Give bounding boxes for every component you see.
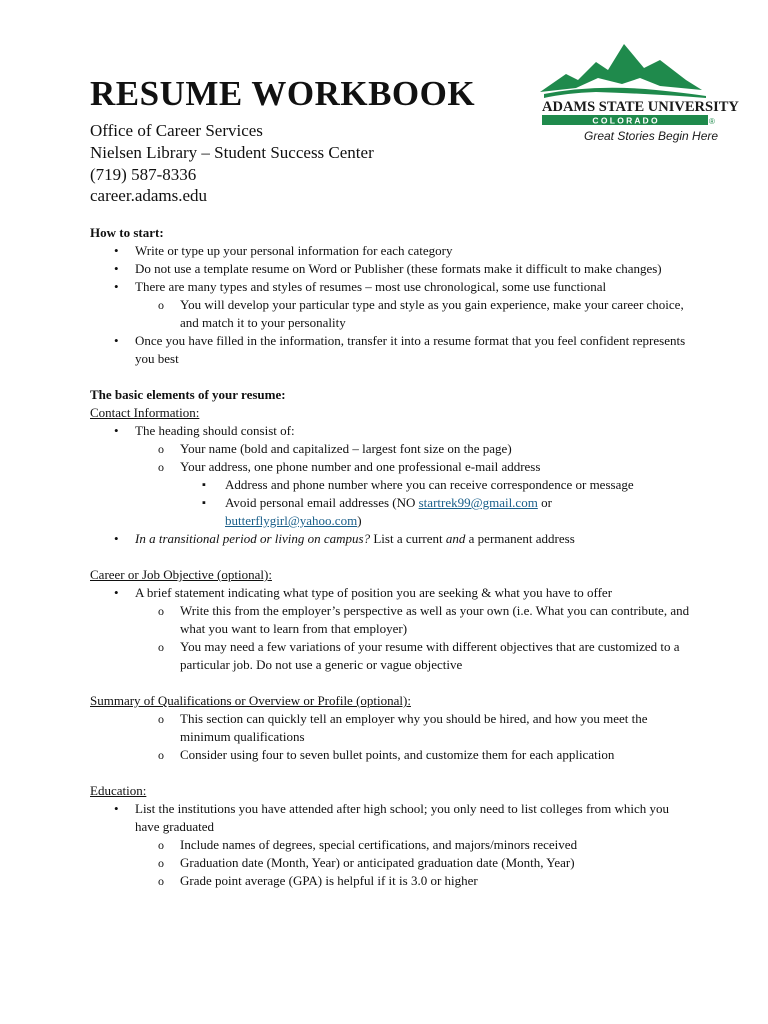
and-emphasis: and bbox=[445, 531, 466, 546]
how-to-start-list bbox=[90, 242, 690, 368]
office-contact-block bbox=[90, 120, 374, 207]
logo-registered-mark: ® bbox=[709, 117, 715, 126]
list-subsubitem bbox=[90, 494, 690, 530]
summary-list bbox=[90, 710, 690, 764]
avoid-email-text: Avoid personal email addresses (NO bbox=[225, 495, 419, 510]
basic-elements-heading: The basic elements of your resume: bbox=[90, 387, 286, 402]
document-body bbox=[90, 224, 690, 890]
logo-tagline: Great Stories Begin Here bbox=[584, 129, 719, 143]
list-item: • List the institutions you have attended after high school; you only need to list colleges from which you have graduated bbox=[90, 800, 690, 836]
list-item bbox=[90, 530, 690, 548]
logo-university-name: ADAMS STATE UNIVERSITY bbox=[542, 99, 739, 115]
office-location: Nielsen Library – Student Success Center bbox=[90, 142, 374, 162]
permanent-address-text: a permanent address bbox=[465, 531, 575, 546]
summary-label: Summary of Qualifications or Overview or Profile (optional): bbox=[90, 693, 411, 708]
list-item: • Write or type up your personal information for each category bbox=[90, 242, 690, 260]
contact-info-list bbox=[90, 422, 690, 548]
example-email-link-startrek[interactable]: startrek99@gmail.com bbox=[418, 495, 538, 510]
transitional-question: In a transitional period or living on campus? bbox=[135, 531, 371, 546]
objective-list bbox=[90, 584, 690, 674]
list-item: • There are many types and styles of resumes – most use chronological, some use functional bbox=[90, 278, 690, 296]
list-subitem: o Grade point average (GPA) is helpful if it is 3.0 or higher bbox=[90, 872, 690, 890]
list-subitem: o Your address, one phone number and one professional e-mail address bbox=[90, 458, 690, 476]
education-label: Education: bbox=[90, 783, 147, 798]
education-list bbox=[90, 800, 690, 890]
office-website: career.adams.edu bbox=[90, 186, 208, 206]
university-logo bbox=[536, 40, 739, 150]
list-subitem: o This section can quickly tell an employer why you should be hired, and how you meet the minimum qualifications bbox=[90, 710, 690, 746]
logo-state: C O L O R A D O bbox=[592, 115, 658, 126]
office-phone: (719) 587-8336 bbox=[90, 164, 197, 184]
list-subitem: o Write this from the employer’s perspective as well as your own (i.e. What you can contribute, and what you want to learn from that employer) bbox=[90, 602, 690, 638]
mountain-logo-icon bbox=[536, 40, 739, 150]
page-title: RESUME WORKBOOK bbox=[90, 74, 476, 113]
list-item: • Do not use a template resume on Word or Publisher (these formats make it difficult to make changes) bbox=[90, 260, 690, 278]
list-subitem: o You may need a few variations of your resume with different objectives that are customized to a particular job. Do not use a generic or vague objective bbox=[90, 638, 690, 674]
list-subitem: o You will develop your particular type and style as you gain experience, make your career choice, and match it to your personality bbox=[90, 296, 690, 332]
example-email-link-butterfly[interactable]: butterflygirl@yahoo.com bbox=[225, 513, 358, 528]
how-to-start-heading: How to start: bbox=[90, 225, 164, 240]
office-name: Office of Career Services bbox=[90, 121, 263, 140]
list-subitem: o Graduation date (Month, Year) or anticipated graduation date (Month, Year) bbox=[90, 854, 690, 872]
objective-label: Career or Job Objective (optional): bbox=[90, 567, 272, 582]
list-subsubitem: ▪ Address and phone number where you can receive correspondence or message bbox=[90, 476, 690, 494]
list-subitem: o Your name (bold and capitalized – largest font size on the page) bbox=[90, 440, 690, 458]
list-item: • Once you have filled in the information, transfer it into a resume format that you feel confident represents you best bbox=[90, 332, 690, 368]
list-current-text: List a current bbox=[370, 531, 446, 546]
list-item: • The heading should consist of: bbox=[90, 422, 690, 440]
contact-info-label: Contact Information: bbox=[90, 405, 200, 420]
list-item: • A brief statement indicating what type of position you are seeking & what you have to offer bbox=[90, 584, 690, 602]
or-text: or bbox=[537, 495, 552, 510]
list-subitem: o Consider using four to seven bullet points, and customize them for each application bbox=[90, 746, 690, 764]
close-paren-text: ) bbox=[357, 513, 362, 528]
list-subitem: o Include names of degrees, special certifications, and majors/minors received bbox=[90, 836, 690, 854]
